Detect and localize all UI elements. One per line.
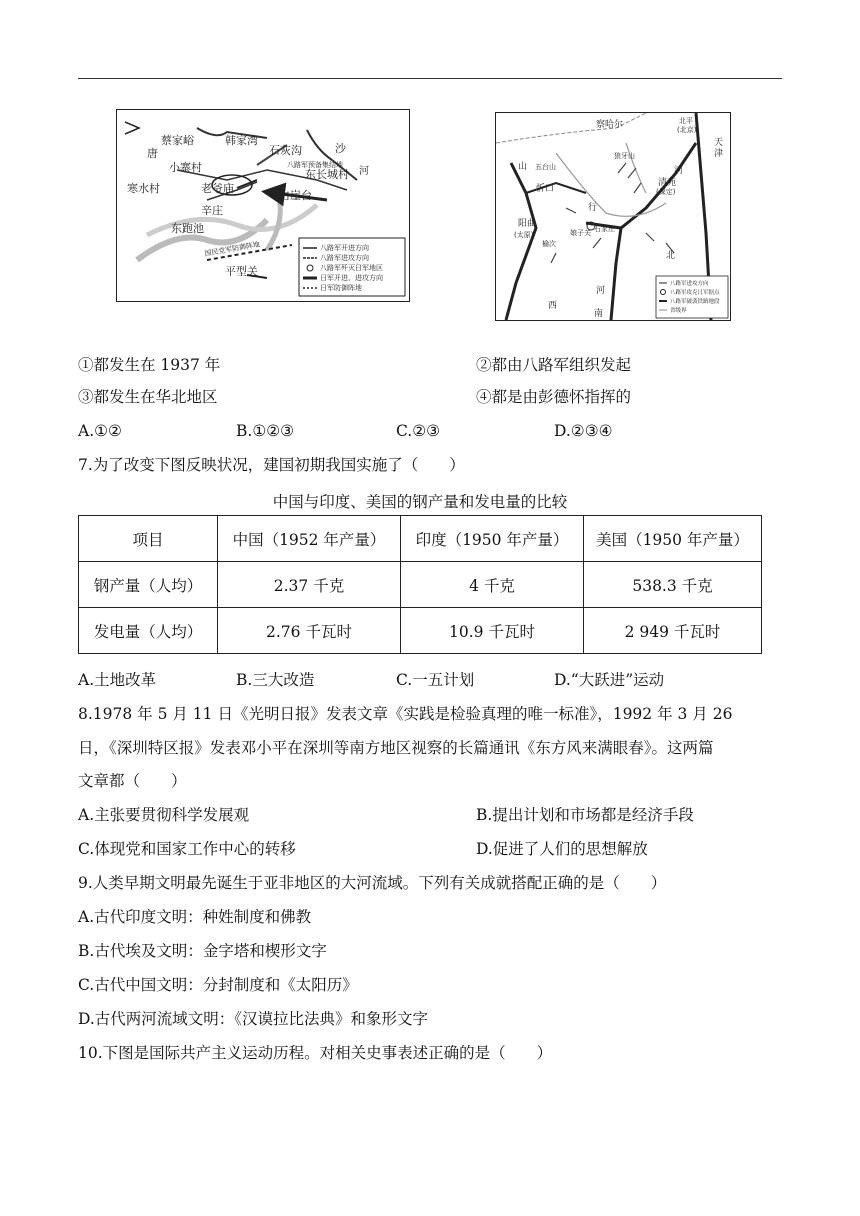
table-cell: 2.37 千克: [218, 562, 401, 608]
q7-choice: A.土地改革: [78, 671, 157, 689]
table-cell: 10.9 千瓦时: [401, 608, 584, 654]
map1-label: 蔡家峪: [161, 134, 194, 147]
q6-option: ①都发生在 1937 年: [78, 356, 221, 374]
table-cell: 2.76 千瓦时: [218, 608, 401, 654]
map1-label: 河: [359, 166, 369, 177]
q8-choice: C.体现党和国家工作中心的转移: [78, 840, 296, 858]
q8-choice: A.主张要贯彻科学发展观: [78, 806, 250, 824]
map2-label: 北: [666, 251, 676, 261]
map2-label: (太原): [514, 231, 534, 239]
map1-label: 小寨村: [169, 161, 202, 174]
q9-choice: B.古代埃及文明：金字塔和楔形文字: [78, 942, 327, 960]
map2-legend: 八路军破袭铁路地段: [670, 299, 720, 305]
q6-choice: A.①②: [78, 422, 122, 440]
map1-label: 韩家湾: [225, 134, 258, 147]
q6-option: ③都发生在华北地区: [78, 388, 218, 406]
map1-label: 东跑池: [171, 222, 204, 235]
table-header: 项目: [79, 516, 218, 562]
table-cell: 4 千克: [401, 562, 584, 608]
map1-legend: 八路军歼灭日军地区: [320, 264, 383, 272]
table-header: 美国（1950 年产量）: [584, 516, 762, 562]
map1-label: 寒水村: [127, 182, 160, 195]
map2-label: 行: [588, 203, 598, 213]
map1-legend: 八路军进攻方向: [320, 254, 369, 262]
q7-question: 7.为了改变下图反映状况，建国初期我国实施了（ ）: [78, 456, 465, 474]
map2-label: 天: [714, 138, 724, 148]
table-row: [79, 562, 762, 608]
q8-choice: B.提出计划和市场都是经济手段: [476, 806, 694, 824]
q8-question-line: 日，《深圳特区报》发表邓小平在深圳等南方地区视察的长篇通讯《东方风来满眼春》。这两篇: [78, 739, 714, 757]
q8-question-line: 文章都（ ）: [78, 772, 187, 790]
map2-label: 狼牙山: [614, 152, 635, 160]
q9-choice: C.古代中国文明：分封制度和《太阳历》: [78, 976, 358, 994]
table-header-row: [79, 516, 762, 562]
map1-label: 沙: [335, 142, 346, 155]
table-header: 中国（1952 年产量）: [218, 516, 401, 562]
q6-option: ②都由八路军组织发起: [476, 356, 632, 374]
map2-label: 津: [714, 149, 724, 159]
map1-label: 老爷庙: [201, 182, 234, 195]
map2-label: 五台山: [535, 163, 556, 171]
q6-choice: C.②③: [396, 422, 441, 440]
map1-label: 国民党军防御阵地: [203, 240, 261, 258]
map1-label: 石灰沟: [269, 144, 302, 157]
q7-choice: B.三大改造: [236, 671, 315, 689]
q9-question: 9.人类早期文明最先诞生于亚非地区的大河流域。下列有关成就搭配正确的是（ ）: [78, 874, 667, 892]
map1-label: 辛庄: [201, 204, 223, 217]
map1-label: 八路军预备集结地: [287, 161, 343, 169]
map2-label: 清苑: [658, 178, 677, 188]
map2-legend: 八路军攻克日军据点: [670, 290, 720, 296]
table-title: 中国与印度、美国的钢产量和发电量的比较: [272, 493, 568, 511]
map2-label: 河: [674, 166, 684, 176]
q6-choice: D.②③④: [554, 422, 613, 440]
table-cell: 钢产量（人均）: [79, 562, 218, 608]
map1-legend: 八路军开进方向: [320, 244, 369, 252]
pingxingguan-battle-map: [116, 109, 410, 302]
q9-choice: A.古代印度文明：种姓制度和佛教: [78, 908, 312, 926]
table-cell: 发电量（人均）: [79, 608, 218, 654]
map2-label: 河: [596, 286, 606, 296]
map2-label: 南: [594, 309, 604, 319]
map2-legend: 省级界: [670, 308, 687, 314]
map1-label: 白崖台: [279, 189, 312, 202]
hundred-regiments-map: [495, 112, 731, 321]
table-row: [79, 608, 762, 654]
table-header: 印度（1950 年产量）: [401, 516, 584, 562]
map2-label: 石家庄: [594, 225, 615, 233]
map2-label: (北京): [677, 126, 697, 134]
table-cell: 538.3 千克: [584, 562, 762, 608]
q10-question: 10.下图是国际共产主义运动历程。对相关史事表述正确的是（ ）: [78, 1044, 553, 1062]
map2-label: 忻口: [536, 184, 555, 194]
q7-choice: D.“大跃进”运动: [554, 671, 665, 689]
map2-label: 娘子关: [570, 229, 591, 237]
map2-label: 北平: [679, 117, 693, 125]
q7-choice: C.一五计划: [396, 671, 475, 689]
q8-question-line: 8.1978 年 5 月 11 日《光明日报》发表文章《实践是检验真理的唯一标准》，1992 年 3 月 26: [78, 705, 733, 723]
table-cell: 2 949 千瓦时: [584, 608, 762, 654]
comparison-table: [78, 515, 762, 654]
q6-option: ④都是由彭德怀指挥的: [476, 388, 632, 406]
q6-choice: B.①②③: [236, 422, 295, 440]
map1-label: 唐: [147, 147, 158, 160]
q9-choice: D.古代两河流域文明：《汉谟拉比法典》和象形文字: [78, 1010, 429, 1028]
map1-legend: 日军防御阵地: [320, 284, 362, 292]
map2-label: 榆次: [542, 240, 556, 248]
map2-label: 阳曲: [518, 219, 537, 229]
map2-label: 西: [548, 301, 558, 311]
map2-label: 山: [518, 162, 528, 172]
map2-legend: 八路军进攻方向: [670, 281, 709, 287]
map1-label: 平型关: [225, 265, 258, 278]
map2-label: (保定): [656, 188, 676, 196]
header-rule: [78, 78, 782, 79]
map2-label: 察哈尔: [596, 120, 624, 130]
map1-label: 东长城村: [305, 168, 349, 181]
q8-choice: D.促进了人们的思想解放: [476, 840, 648, 858]
map1-legend: 日军开进、进攻方向: [320, 274, 383, 282]
